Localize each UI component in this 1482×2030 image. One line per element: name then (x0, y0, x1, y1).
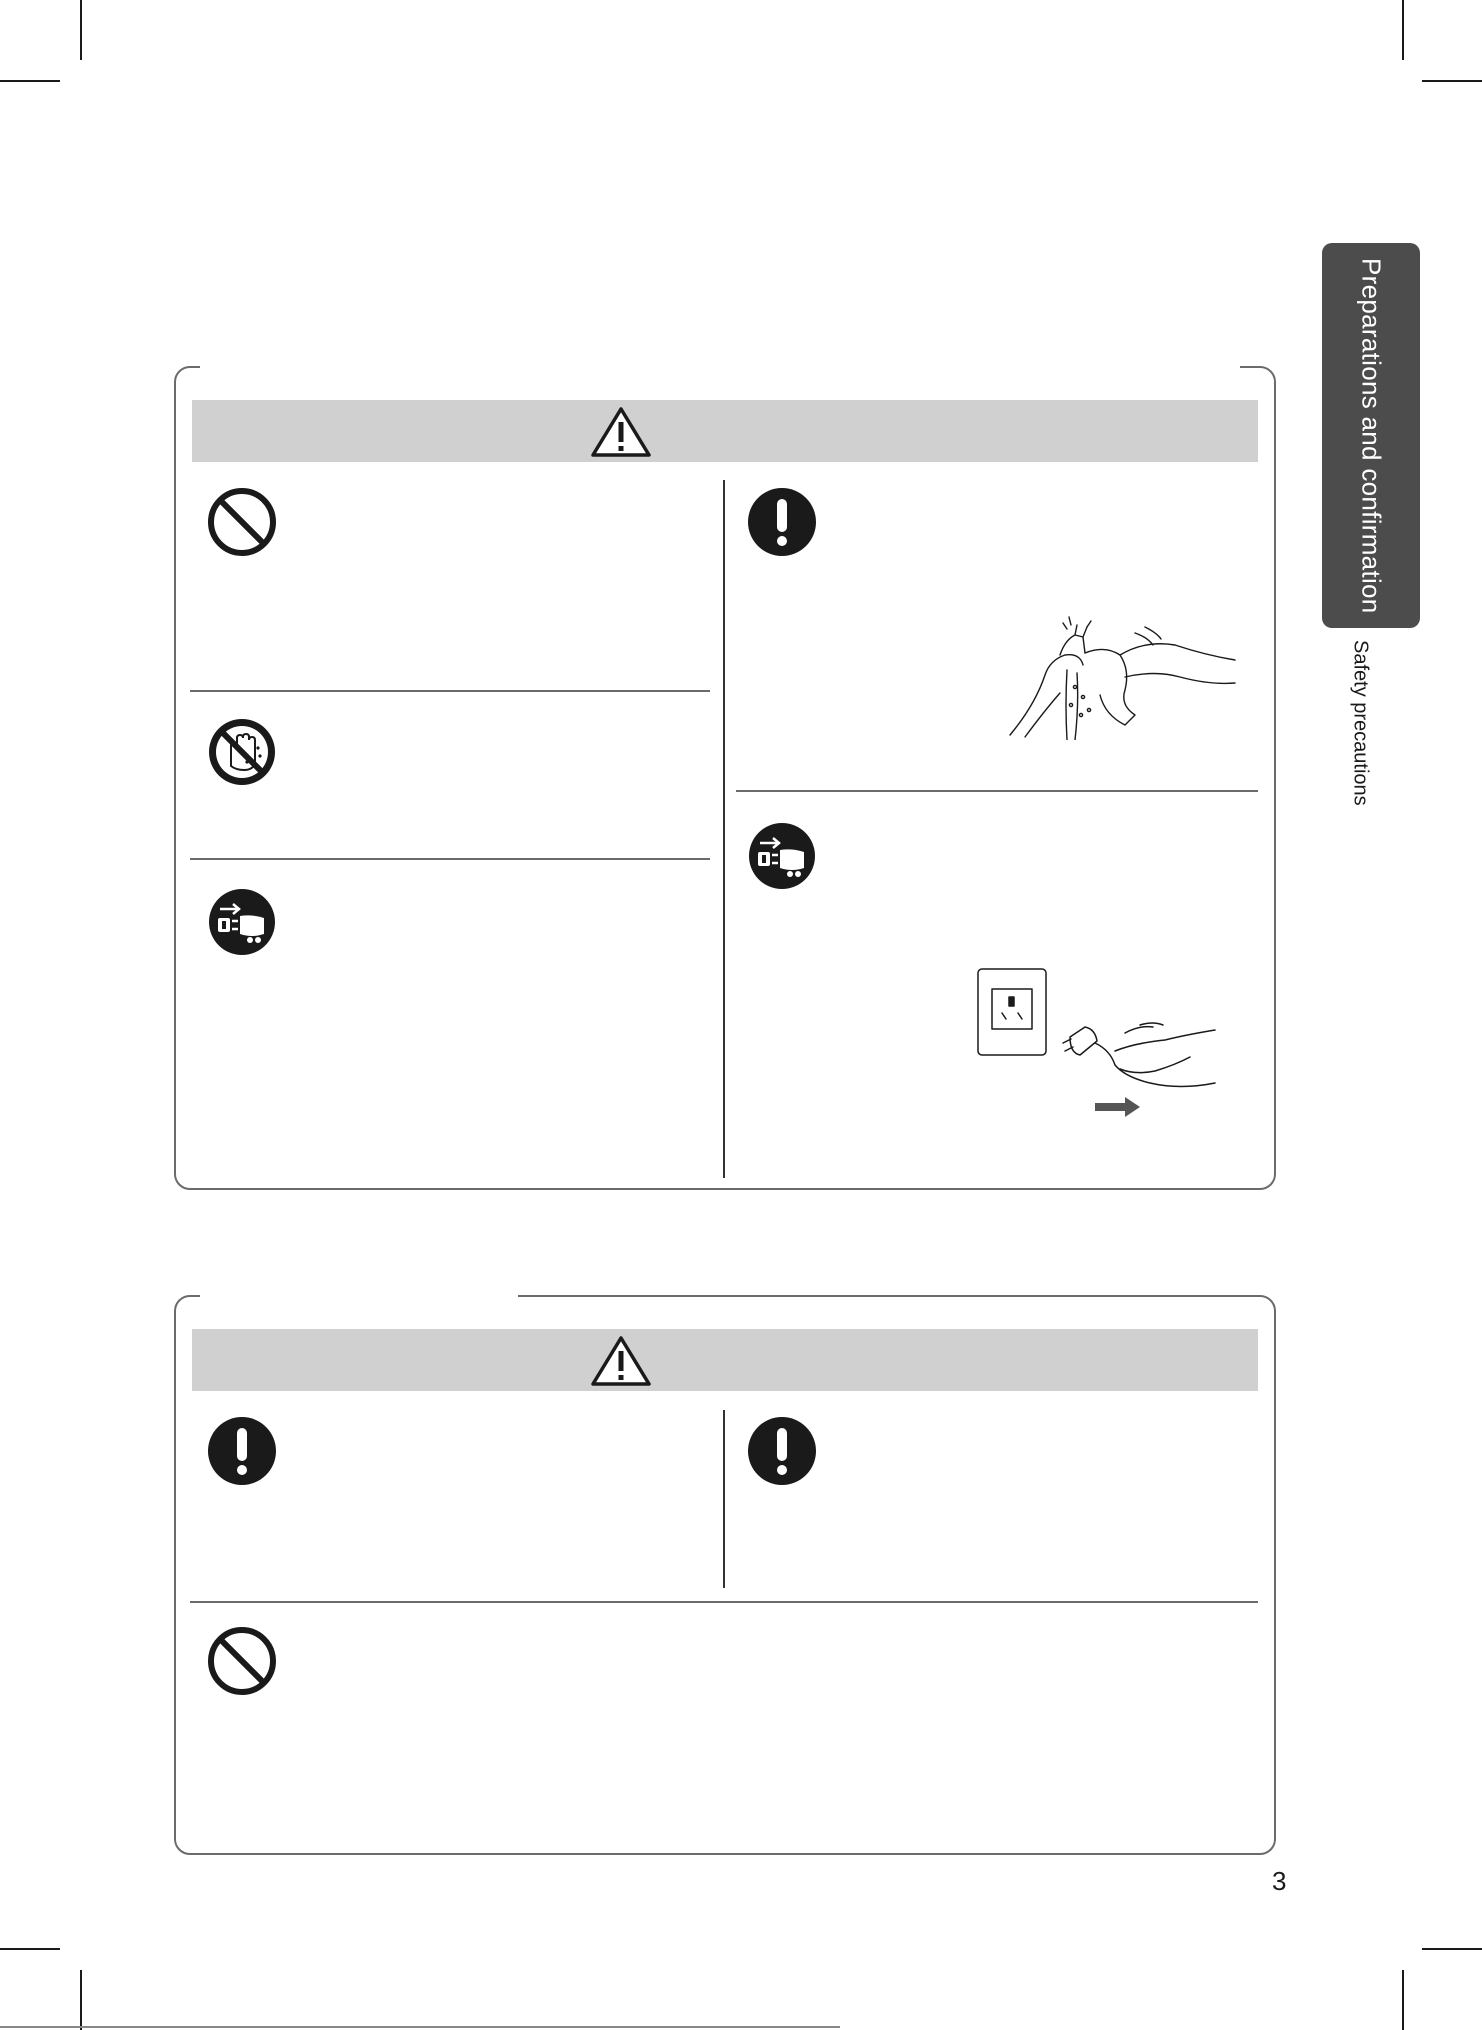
warning-banner (192, 400, 1258, 462)
crop-mark (80, 1970, 82, 2030)
section-tab-label: Preparations and confirmation (1356, 257, 1387, 614)
warning-triangle-icon (590, 406, 652, 458)
row-divider (190, 858, 710, 860)
row-divider (190, 1601, 1258, 1603)
prohibited-icon (206, 486, 278, 558)
section-sublabel: Safety precautions (1349, 640, 1372, 806)
column-divider (723, 1410, 725, 1588)
unplug-icon (746, 820, 818, 892)
unplug-icon (206, 886, 278, 958)
section-tab-label-wrap (1322, 243, 1420, 628)
mandatory-exclamation-icon (206, 1415, 278, 1487)
panel-title-gap (200, 1291, 518, 1299)
warning-triangle-icon (590, 1335, 652, 1387)
section-sublabel-wrap (1340, 640, 1380, 820)
mandatory-exclamation-icon (746, 486, 818, 558)
row-divider (736, 790, 1258, 792)
crop-mark (80, 0, 82, 60)
prohibited-icon (206, 1625, 278, 1697)
page-number: 3 (1272, 1866, 1287, 1896)
crop-mark (0, 1948, 60, 1950)
panel-title-gap (200, 362, 1240, 370)
bottom-line (0, 2026, 840, 2028)
crop-mark (1402, 0, 1404, 60)
unplug-illustration (975, 965, 1220, 1125)
plug-cleaning-illustration (1005, 615, 1240, 740)
no-wet-hands-icon (206, 716, 278, 788)
crop-mark (1422, 1948, 1482, 1950)
mandatory-exclamation-icon (746, 1415, 818, 1487)
crop-mark (0, 80, 60, 82)
row-divider (190, 690, 710, 692)
column-divider (723, 480, 725, 1178)
caution-banner (192, 1329, 1258, 1391)
crop-mark (1422, 80, 1482, 82)
crop-mark (1402, 1970, 1404, 2030)
